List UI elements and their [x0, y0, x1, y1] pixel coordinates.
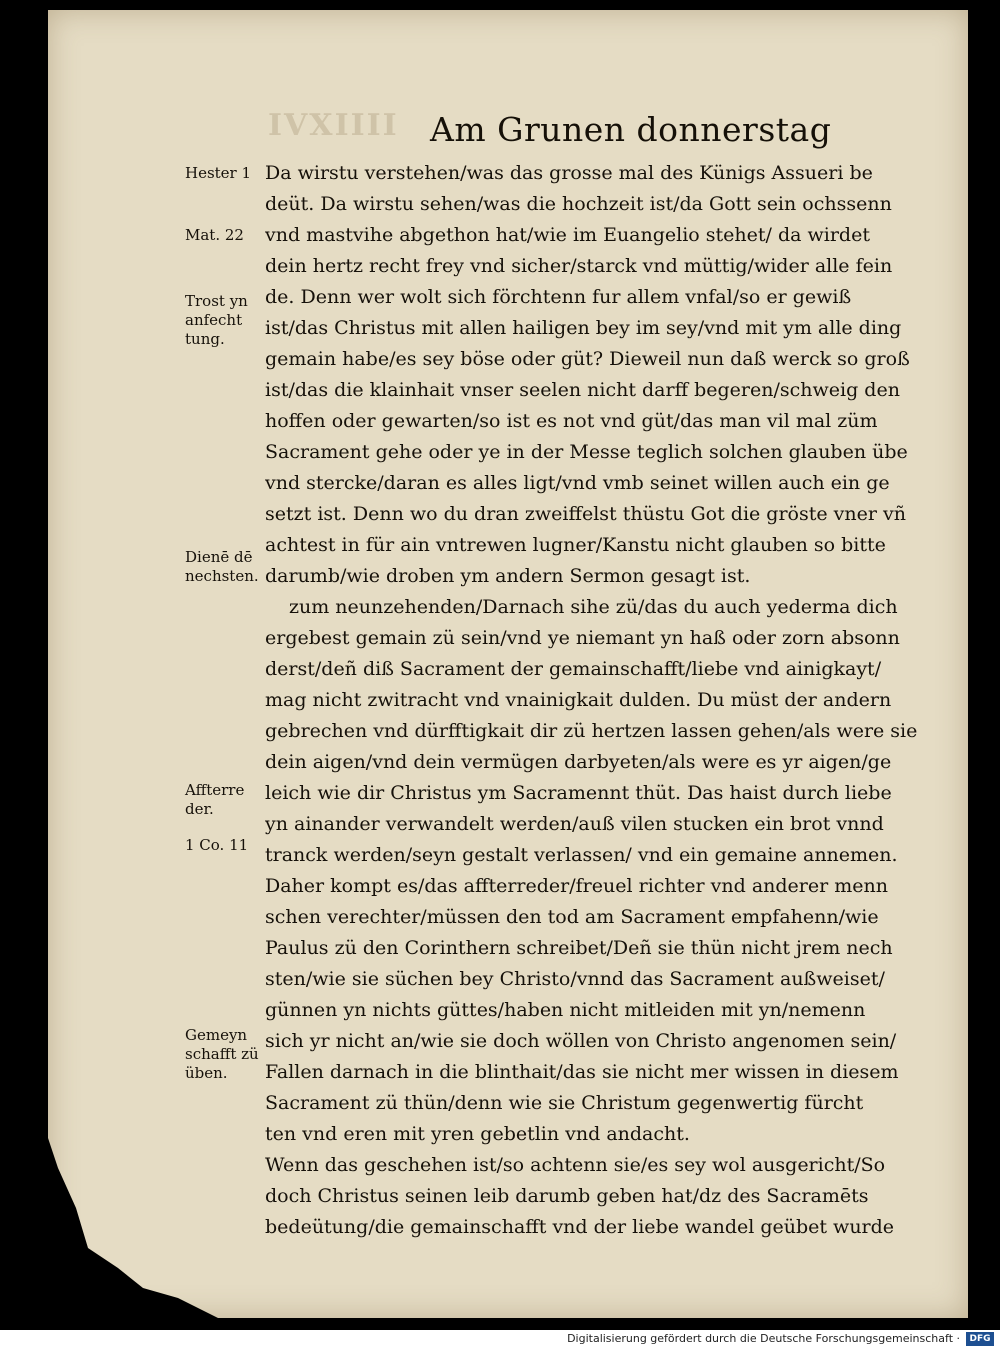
- text-line: Da wirstu verstehen/was das grosse mal des Künigs Assueri be: [265, 162, 873, 184]
- text-line: ist/das Christus mit allen hailigen bey im sey/vnd mit ym alle ding: [265, 317, 902, 339]
- text-line: setzt ist. Denn wo du dran zweiffelst thüstu Got die gröste vner vñ: [265, 503, 906, 525]
- text-line: achtest in für ain vntrewen lugner/Kanstu nicht glauben so bitte: [265, 534, 886, 556]
- text-line: Sacrament gehe oder ye in der Messe teglich solchen glauben übe: [265, 441, 908, 463]
- text-line: de. Denn wer wolt sich förchtenn fur allem vnfal/so er gewiß: [265, 286, 852, 308]
- text-line: derst/deñ diß Sacrament der gemainschafft/liebe vnd ainigkayt/: [265, 658, 882, 680]
- margin-note-gemeyn-3: üben.: [185, 1064, 228, 1082]
- text-line: sten/wie sie süchen bey Christo/vnnd das Sacrament außweiset/: [265, 968, 885, 990]
- text-line: Paulus zü den Corinthern schreibet/Deñ sie thün nicht jrem nech: [265, 937, 893, 959]
- text-line: bedeütung/die gemainschafft vnd der liebe wandel geübet wurde: [265, 1216, 895, 1238]
- text-line: doch Christus seinen leib darumb geben hat/dz des Sacramēts: [265, 1185, 869, 1207]
- text-line: hoffen oder gewarten/so ist es not vnd güt/das man vil mal züm: [265, 410, 878, 432]
- margin-note-trost-1: Trost yn: [185, 292, 248, 310]
- text-line: leich wie dir Christus ym Sacramennt thüt. Das haist durch liebe: [265, 782, 892, 804]
- margin-note-mat: Mat. 22: [185, 226, 244, 244]
- text-line: Wenn das geschehen ist/so achtenn sie/es sey wol ausgericht/So: [265, 1154, 886, 1176]
- text-line: yn ainander verwandelt werden/auß vilen stucken ein brot vnnd: [265, 813, 884, 835]
- text-line: gebrechen vnd dürfftigkait dir zü hertzen lassen gehen/als were sie: [265, 720, 918, 742]
- text-line: dein aigen/vnd dein vermügen darbyeten/als were es yr aigen/ge: [265, 751, 892, 773]
- body-text: [265, 158, 937, 1243]
- dfg-logo-icon: DFG: [966, 1332, 994, 1346]
- text-line-paragraph-start: zum neunzehenden/Darnach sihe zü/das du auch yederma dich: [289, 596, 898, 618]
- margin-note-gemeyn-1: Gemeyn: [185, 1026, 248, 1044]
- margin-note-diene-1: Dienē dē: [185, 548, 253, 566]
- margin-note-trost-2: anfecht: [185, 311, 243, 329]
- text-line: deüt. Da wirstu sehen/was die hochzeit ist/da Gott sein ochssenn: [265, 193, 892, 215]
- margin-note-hester: Hester 1: [185, 164, 252, 182]
- margin-note-trost-3: tung.: [185, 330, 225, 348]
- funding-credit: Digitalisierung gefördert durch die Deutsche Forschungsgemeinschaft ·: [567, 1332, 960, 1345]
- margin-note-affter-1: Affterre: [185, 781, 245, 799]
- text-line: mag nicht zwitracht vnd vnainigkait dulden. Du müst der andern: [265, 689, 892, 711]
- text-line: ergebest gemain zü sein/vnd ye niemant yn haß oder zorn absonn: [265, 627, 900, 649]
- text-line: darumb/wie droben ym andern Sermon gesagt ist.: [265, 565, 751, 587]
- text-line: dein hertz recht frey vnd sicher/starck vnd müttig/wider alle fein: [265, 255, 893, 277]
- torn-page-corner: [48, 1138, 218, 1318]
- text-line: Fallen darnach in die blinthait/das sie nicht mer wissen in diesem: [265, 1061, 899, 1083]
- text-line: sich yr nicht an/wie sie doch wöllen von Christo angenomen sein/: [265, 1030, 897, 1052]
- text-line: gemain habe/es sey böse oder güt? Dieweil nun daß werck so groß: [265, 348, 910, 370]
- running-header: Am Grunen donnerstag: [430, 110, 832, 149]
- margin-note-cor: 1 Co. 11: [185, 836, 249, 854]
- text-line: vnd stercke/daran es alles ligt/vnd vmb seinet willen auch ein ge: [265, 472, 890, 494]
- text-line: ist/das die klainhait vnser seelen nicht darff begeren/schweig den: [265, 379, 900, 401]
- text-line: günnen yn nichts güttes/haben nicht mitleiden mit yn/nemenn: [265, 999, 866, 1021]
- text-line: vnd mastvihe abgethon hat/wie im Euangelio stehet/ da wirdet: [265, 224, 870, 246]
- text-line: ten vnd eren mit yren gebetlin vnd andacht.: [265, 1123, 690, 1145]
- margin-note-diene-2: nechsten.: [185, 567, 259, 585]
- text-line: schen verechter/müssen den tod am Sacrament empfahenn/wie: [265, 906, 879, 928]
- margin-note-gemeyn-2: schafft zü: [185, 1045, 259, 1063]
- text-line: Daher kompt es/das affterreder/freuel richter vnd anderer menn: [265, 875, 888, 897]
- ghost-folio-number: IVXIIII: [268, 108, 399, 143]
- text-line: Sacrament zü thün/denn wie sie Christum gegenwertig fürcht: [265, 1092, 864, 1114]
- text-line: tranck werden/seyn gestalt verlassen/ vnd ein gemaine annemen.: [265, 844, 898, 866]
- margin-note-affter-2: der.: [185, 800, 214, 818]
